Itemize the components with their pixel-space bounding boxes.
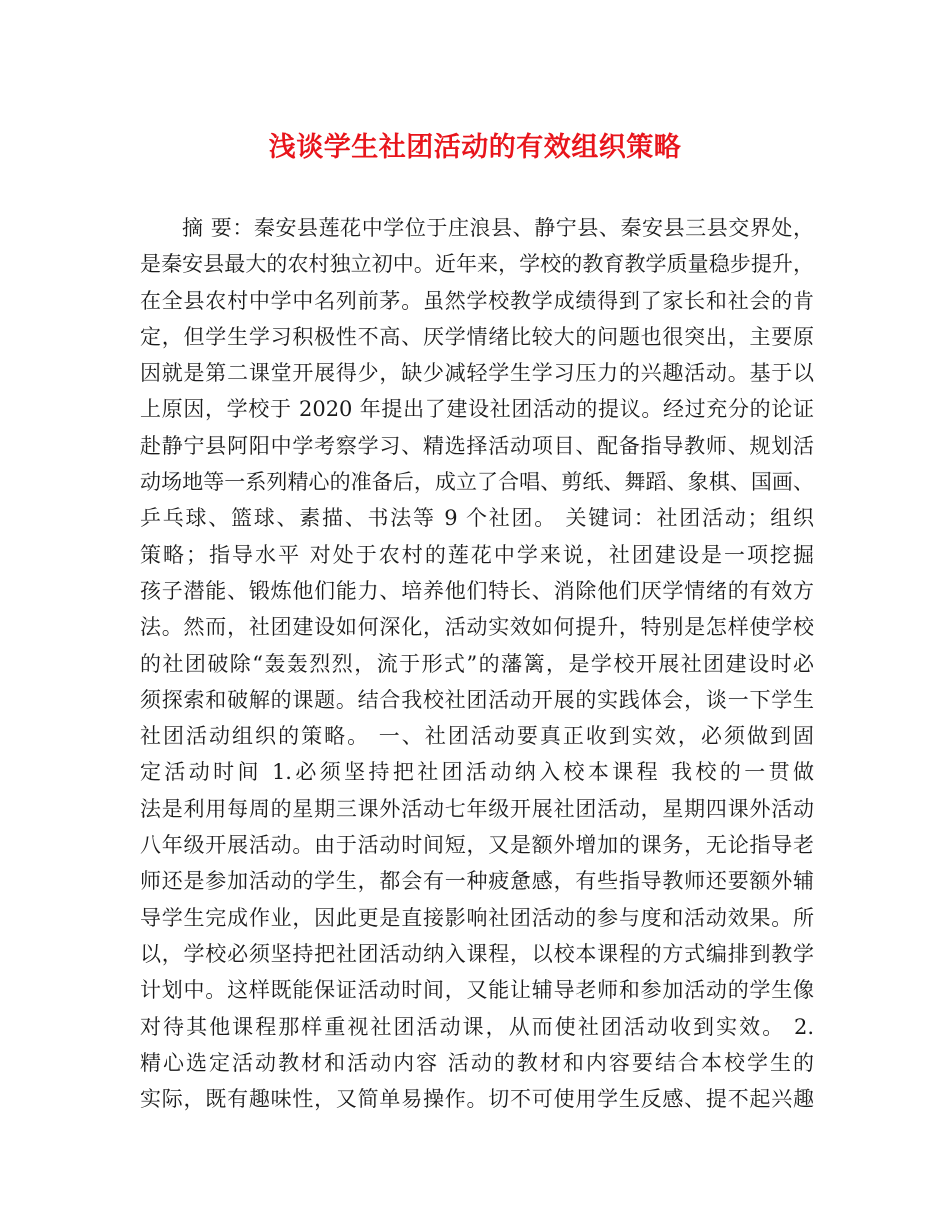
- body-line: 定活动时间 1.必须坚持把社团活动纳入校本课程 我校的一贯做: [140, 760, 814, 785]
- body-line: 的社团破除“轰轰烈烈，流于形式”的藩篱，是学校开展社团建设时必: [140, 651, 814, 676]
- body-line: 是秦安县最大的农村独立初中。近年来，学校的教育教学质量稳步提升，: [140, 252, 814, 277]
- body-line: 八年级开展活动。由于活动时间短，又是额外增加的课务，无论指导老: [140, 833, 814, 858]
- body-line: 须探索和破解的课题。结合我校社团活动开展的实践体会，谈一下学生: [140, 687, 814, 712]
- body-line: 导学生完成作业，因此更是直接影响社团活动的参与度和活动效果。所: [140, 905, 814, 930]
- body-line: 社团活动组织的策略。 一、社团活动要真正收到实效，必须做到固: [140, 724, 814, 749]
- body-line: 法是利用每周的星期三课外活动七年级开展社团活动，星期四课外活动: [140, 796, 814, 821]
- body-line: 在全县农村中学中名列前茅。虽然学校教学成绩得到了家长和社会的肯: [140, 288, 814, 313]
- body-line: 上原因，学校于 2020 年提出了建设社团活动的提议。经过充分的论证: [140, 397, 814, 422]
- body-line: 孩子潜能、锻炼他们能力、培养他们特长、消除他们厌学情绪的有效方: [140, 578, 814, 603]
- body-line: 计划中。这样既能保证活动时间，又能让辅导老师和参加活动的学生像: [140, 978, 814, 1003]
- body-line: 乒乓球、篮球、素描、书法等 9 个社团。 关键词：社团活动；组织: [140, 506, 814, 531]
- body-line: 因就是第二课堂开展得少，缺少减轻学生学习压力的兴趣活动。基于以: [140, 361, 814, 386]
- body-line: 实际，既有趣味性，又简单易操作。切不可使用学生反感、提不起兴趣: [140, 1087, 814, 1112]
- body-line: 师还是参加活动的学生，都会有一种疲惫感，有些指导教师还要额外辅: [140, 869, 814, 894]
- body-line: 定，但学生学习积极性不高、厌学情绪比较大的问题也很突出，主要原: [140, 324, 814, 349]
- body-line: 赴静宁县阿阳中学考察学习、精选择活动项目、配备指导教师、规划活: [140, 433, 814, 458]
- body-line: 以，学校必须坚持把社团活动纳入课程，以校本课程的方式编排到教学: [140, 941, 814, 966]
- body-line: 摘 要：秦安县莲花中学位于庄浪县、静宁县、秦安县三县交界处，: [182, 216, 814, 240]
- body-line: 动场地等一系列精心的准备后，成立了合唱、剪纸、舞蹈、象棋、国画、: [140, 470, 814, 495]
- body-line: 法。然而，社团建设如何深化，活动实效如何提升，特别是怎样使学校: [140, 615, 814, 640]
- body-line: 精心选定活动教材和活动内容 活动的教材和内容要结合本校学生的: [140, 1050, 814, 1075]
- body-line: 策略；指导水平 对处于农村的莲花中学来说，社团建设是一项挖掘: [140, 542, 814, 567]
- body-line: 对待其他课程那样重视社团活动课，从而使社团活动收到实效。 2.: [140, 1014, 814, 1039]
- document-body: [140, 210, 814, 1117]
- document-title: 浅谈学生社团活动的有效组织策略: [268, 132, 682, 163]
